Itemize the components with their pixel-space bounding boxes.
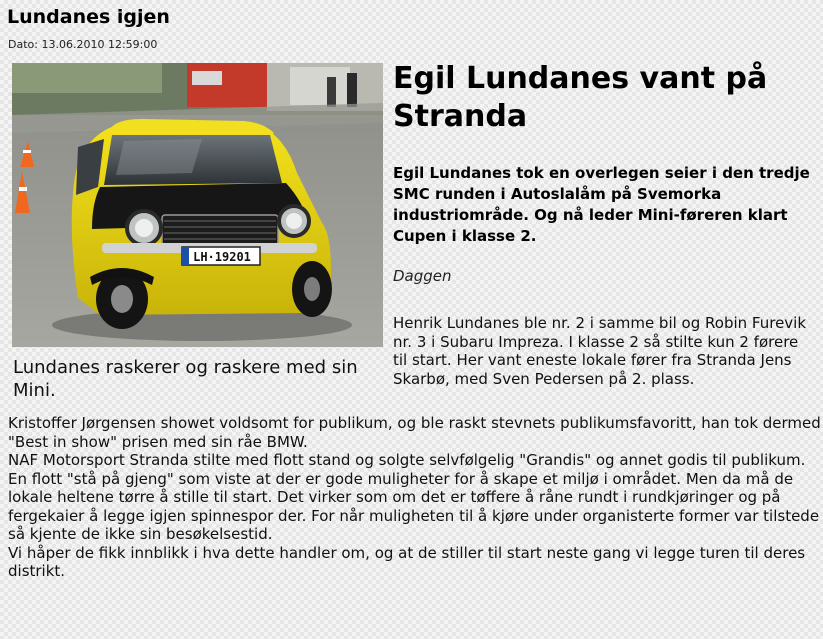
date-value: 13.06.2010 12:59:00	[41, 38, 158, 51]
site-title: Lundanes igjen	[7, 6, 170, 28]
license-plate-text: LH·19201	[193, 250, 251, 264]
article-headline: Egil Lundanes vant på Stranda	[393, 61, 768, 134]
article-lead: Egil Lundanes tok en overlegen seier i den tredje SMC runden i Autoslalåm på Svemorka industriområde. Og nå leder Mini-føreren klart Cupen i klasse 2.	[393, 164, 810, 245]
photo-caption: Lundanes raskerer og raskere med sin Mini.	[13, 357, 358, 401]
article-author: Daggen	[393, 267, 452, 285]
date-label: Dato:	[8, 38, 38, 51]
article-paragraph: NAF Motorsport Stranda stilte med flott stand og solgte selvfølgelig "Grandis" og annet godis til publikum. En flott "stå på gjeng" som viste at der er gode muligheter for å skape et miljø i området. Men da må de lokale heltene tørre å stille til start. Det virker som om det er tøffere å råne rundt i rundkjøringer og på fergekaier å legge igjen spinnespor der. For når muligheten til å kjøre under organisterte former var tilstede så kjente de ikke sin besøkelsestid.	[8, 451, 820, 543]
article-photo	[12, 63, 383, 347]
article-paragraph: Kristoffer Jørgensen showet voldsomt for publikum, og ble raskt stevnets publikumsfavoritt, han tok dermed "Best in show" prisen med sin råe BMW.	[8, 414, 821, 451]
article-paragraph: Henrik Lundanes ble nr. 2 i samme bil og Robin Furevik nr. 3 i Subaru Impreza. I klasse 2 så stilte kun 2 førere til start. Her vant eneste lokale fører fra Stranda Jens Skarbø, med Sven Pedersen på 2. plass.	[393, 314, 807, 388]
article-date	[8, 38, 157, 51]
article-paragraph: Vi håper de fikk innblikk i hva dette handler om, og at de stiller til start neste gang vi legge turen til deres distrikt.	[8, 543, 806, 580]
article-body	[8, 414, 823, 581]
